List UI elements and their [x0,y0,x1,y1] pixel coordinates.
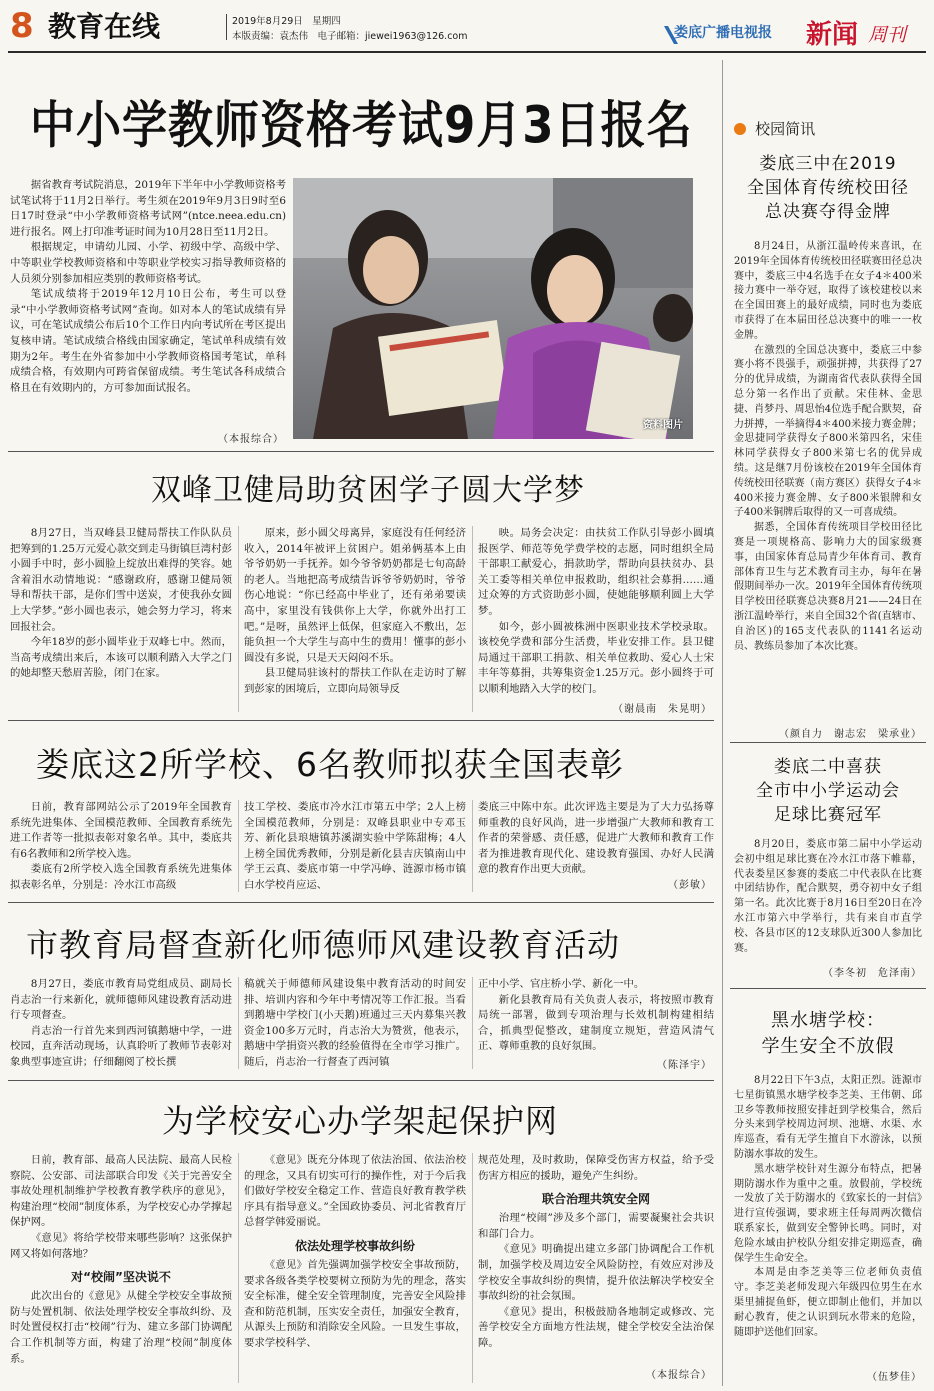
s3-title [730,1008,926,1060]
a4-sign: （陈泽宇） [657,1060,712,1071]
s3-para-2: 黑水塘学校针对生源分布特点，把暑期防溺水作为重中之重。放假前，学校统一发放了关于防溺水的《致家长的一封信》进行宣传强调，要求班主任每周两次微信联系家长，做到安全警钟长鸣。同时，对危险水域由护校队分组安排定期巡查，确保学生生命安全。 [734,1163,922,1264]
s1-body [734,240,922,722]
s2-para-1: 8月20日，娄底市第二届中小学运动会初中组足球比赛在冷水江市落下帷幕，代表娄星区参赛的娄底二中代表队在比赛中团结协作，配合默契，勇夺初中女子组第一名。此次比赛于8月16日至20日在冷水江市第六中学举行，共有来自市直学校、各县市区的12支球队近300人参加比赛。 [734,839,922,954]
a5-col1-para-3: 此次出台的《意见》从健全学校安全事故预防与处置机制、依法处理学校安全事故纠纷、及时处置侵权打击“校闹”行为、建立多部门协调配合工作机制等方面，构建了治理“校闹”制度体系。 [10,1290,232,1365]
page-number: 8 [10,6,34,46]
s1-para-2: 在激烈的全国总决赛中，娄底三中参赛小将不畏强手，顽强拼搏，共获得了27分的优异成绩，为湖南省代表队获得全国总分第一名作出了贡献。宋佳林、金思捷、肖梦丹、周思怡4位选手配合默契，奋力拼搏，一举摘得4＊400米接力赛金牌；金思捷同学获得女子800米第四名，宋佳林同学获得女子800米第七名的优异成绩。这是继7月份该校在2019年全国体育传统校田径联赛（南方赛区）获得女子4＊400米接力赛金牌、女子800米银牌和女子400米铜牌后取得的又一可喜成绩。 [734,344,922,519]
a5-col1-para-1: 日前，教育部、最高人民法院、最高人民检察院、公安部、司法部联合印发《关于完善安全事故处理机制维护学校教育教学秩序的意见》，构建治理“校闹”制度体系，为学校安心办学撑起保护网。 [10,1154,232,1229]
editor-info: 本版责编：袁杰伟 电子邮箱：jiewei1963@126.com [232,31,468,42]
s1-title-line-1: 娄底三中在2019 [759,154,897,174]
s2-title-line-1: 娄底二中喜获 [774,757,882,777]
a4-col3-para-1: 正中小学、官庄桥小学、新化一中。 [478,978,645,990]
orange-dot-icon [734,123,746,135]
a5-col-divider-2 [472,1153,473,1383]
a5-col3-para-4: 《意见》提出，积极鼓励各地制定或修改、完善学校安全方面地方性法规，健全学校安全法治保障。 [478,1305,714,1349]
a2-col3-para-2: 如今，彭小圆被株洲中医职业技术学校录取。该校免学费和部分生活费，毕业安排工作。县卫健局通过干部职工捐款、相关单位救助、爱心人士宋丰年等募捐，共筹集资金1.25万元。彭小圆终于可以顺利地踏入大学的校门。 [478,620,714,695]
a2-col2 [244,526,466,716]
a5-col3 [478,1153,714,1367]
a5-col-divider-1 [238,1153,239,1383]
a2-headline: 双峰卫健局助贫困学子圆大学梦 [151,473,585,508]
s2-title-line-2: 全市中小学运动会 [756,781,900,801]
a4-col1-para-1: 8月27日，娄底市教育局党组成员、副局长肖志治一行来新化，就师德师风建设教育活动进行专项督查。 [10,978,232,1022]
a4-headline: 市教育局督查新化师德师风建设教育活动 [26,926,621,964]
brand-news: 新闻 [806,20,859,50]
a5-subhead-2: 依法处理学校事故纠纷 [294,1238,415,1253]
a4-col3 [478,977,714,1057]
a2-col-divider-2 [472,526,473,712]
a3-col3-para-1: 娄底三中陈中东。此次评选主要是为了大力弘扬尊师重教的良好风尚，进一步增强广大教师和教育工作者的荣誉感、责任感，促进广大教师和教育工作者为推进教育现代化、建设教育强国、办好人民满意的教育作出更大贡献。 [478,801,714,876]
a3-col1-para-2: 娄底有2所学校入选全国教育系统先进集体拟表彰名单，分别是：冷水江市高级 [10,863,232,891]
a5-headline: 为学校安心办学架起保护网 [161,1102,558,1140]
a5-col1-para-2: 《意见》将给学校带来哪些影响？这张保护网又将如何落地？ [10,1231,232,1260]
photo-caption: 资料图片 [643,420,683,431]
lead-sign: （本报综合） [218,434,284,445]
s1-para-1: 8月24日，从浙江温岭传来喜讯，在2019年全国体育传统校田径联赛田径总决赛中，娄底三中4名选手在女子4＊400米接力赛中一举夺冠，取得了该校建校以来在全国田赛上的最好成绩，同时也为娄底市获得了在本届田径总决赛中的唯一一枚金牌。 [734,241,922,341]
a5-subhead-3: 联合治理共筑安全网 [541,1192,650,1207]
s1-sign: （颜自力 谢志宏 梁承业） [779,729,922,740]
a4-col-divider-2 [472,977,473,1069]
sidebar-rule-2 [730,988,926,989]
header-rule [8,51,926,53]
lead-headline: 中小学教师资格考试9月3日报名 [30,95,693,155]
a2-col2-para-1: 原来，彭小圆父母离异，家庭没有任何经济收入，2014年被评上贫困户。姐弟俩基本上由爷爷奶奶一手抚养。如今爷爷奶奶都是七旬高龄的老人。当地把高考成绩告诉爷爷奶奶时，爷爷伤心地说：“你已经高中毕业了，还有弟弟要读高中，家里没有钱供你上大学，你就外出打工吧。”是呀，虽然评上低保，但家庭入不敷出，怎能负担一个大学生与高中生的费用！懂事的彭小圆没有多说，只是天天闷闷不乐。 [244,527,466,664]
a5-col1 [10,1153,232,1385]
a2-col1-para-1: 8月27日，当双峰县卫健局帮扶工作队队员把筹到的1.25万元爱心款交到走马街镇巨湾村彭小圆手中时，彭小圆脸上绽放出难得的笑容。她含着泪水动情地说：“感谢政府，感谢卫健局领导和帮扶干部，是你们雪中送炭，才使我孙女圆上大学梦。”彭小圆也表示，她会努力学习，将来回报社会。 [10,527,232,633]
sidebar-section-label [734,118,815,136]
s1-title-line-3: 总决赛夺得金牌 [765,202,891,222]
a4-col3-para-2: 新化县教育局有关负责人表示，将按照市教育局统一部署，做到专项治理与长效机制构建相结合，抓典型促整改，建制度立规矩，营造风清气正、尊师重教的良好氛围。 [478,993,714,1053]
lead-para-3: 笔试成绩将于2019年12月10日公布，考生可以登录“中小学教师资格考试网”查询。如对本人的笔试成绩有异议，可在笔试成绩公布后10个工作日内向考试所在考区提出复核申请。笔试成绩合格线由国家确定，笔试单科成绩有效期为2年。考生在外省参加中小学教师资格国考笔试，单科成绩合格，有效期内可跨省保留成绩。考生笔试各科成绩合格且在有效期内的，方可参加面试报名。 [10,288,286,394]
a4-col-divider-1 [238,977,239,1069]
brand-banner [660,14,930,50]
sidebar-label-text: 校园简讯 [755,120,816,138]
a5-col3-para-2: 治理“校闹”涉及多个部门，需要凝聚社会共识和部门合力。 [478,1212,714,1240]
a5-col3-para-3: 《意见》明确提出建立多部门协调配合工作机制，加强学校及周边安全风险防控，有效应对涉及学校安全事故纠纷的舆情，提升依法解决学校安全事故纠纷的社会氛围。 [478,1243,714,1303]
issue-date: 2019年8月29日 星期四 [232,16,341,27]
header-divider [226,14,227,40]
a2-col1 [10,526,232,716]
lead-para-1: 据省教育考试院消息，2019年下半年中小学教师资格考试笔试将于11月2日举行。考生须在2019年9月3日9时至6日17时登录“中小学教师资格考试网”(ntce.neea.edu.cn)进行报名。网上打印准考证时间为10月28日至11月2日。 [10,179,286,238]
a4-col2 [244,977,466,1073]
a4-col2-para-1: 稿就关于师德师风建设集中教育活动的时间安排、培训内容和今年中考情况等工作汇报。当看到鹅塘中学校门(小天鹅)班通过三天内募集兴教资金100多万元时，肖志治大为赞赏，他表示，鹅塘中学捐资兴教的经验值得在全市学习推广。随后，肖志治一行督查了西河镇 [244,978,466,1068]
s1-title-line-2: 全国体育传统校田径 [747,178,909,198]
sidebar-rule-1 [730,742,926,743]
lead-body [10,178,286,446]
s3-sign: （伍梦佳） [867,1372,922,1383]
s1-para-3: 据悉，全国体育传统项目学校田径比赛是一项规格高、影响力大的国家级赛事，由国家体育总局青少年体育司、教育部体育卫生与艺术教育司主办，每年在暑假期间举办一次。2019年全国体育传统项目学校田径联赛总决赛8月21——24日在浙江温岭举行，来自全国32个省(直辖市、自治区)的165支代表队的1141名运动员、教练员参加了本次比赛。 [734,522,922,652]
rule-3 [8,902,714,903]
a3-sign: （彭敏） [668,880,712,891]
s2-title [730,755,926,827]
a5-col2-para-1: 《意见》既充分体现了依法治国、依法治校的理念，又具有切实可行的操作性，对于今后我们做好学校安全稳定工作、营造良好教育教学秩序具有指导意义。”全国政协委员、河北省教育厅总督学韩爱丽说。 [244,1154,466,1229]
a4-col1 [10,977,232,1073]
s2-body [734,838,922,962]
s2-sign: （李冬初 危泽南） [823,968,922,979]
a2-col3-para-1: 映。局务会决定：由扶贫工作队引导彭小圆填报医学、师范等免学费学校的志愿，同时组织全局干部职工献爱心，捐款助学，帮助向县扶贫办、县关工委等相关单位申报救助，组织社会募捐……通过众筹的方式资助彭小圆，使她能够顺利圆上大学梦。 [478,527,714,617]
a3-col2 [244,800,466,896]
a5-sign: （本报综合） [646,1370,712,1381]
rule-1 [8,451,714,452]
a5-col2 [244,1153,466,1385]
a3-col1-para-1: 日前，教育部网站公示了2019年全国教育系统先进集体、全国模范教师、全国教育系统先进工作者等一批拟表彰对象名单。其中，娄底共有6名教师和2所学校入选。 [10,801,232,860]
a4-col1-para-2: 肖志治一行首先来到西河镇鹅塘中学，一进校园，直奔活动现场，认真聆听了教师节表彰对象典型事迹宣讲；仔细翻阅了校长撰 [10,1024,232,1068]
a3-col1 [10,800,232,896]
lead-para-2: 根据规定，申请幼儿园、小学、初级中学、高级中学、中等职业学校教师资格和中等职业学校实习指导教师资格的人员须分别参加相应类别的教师资格考试。 [10,241,286,285]
a2-col1-para-2: 今年18岁的彭小圆毕业于双峰七中。然而，当高考成绩出来后，本该可以顺利踏入大学之门的她却整天愁眉苦脸，闭门在家。 [10,636,232,680]
a3-col-divider-1 [238,800,239,892]
brand-weekly: 周刊 [868,24,907,46]
a2-col-divider-1 [238,526,239,712]
students-photo [293,178,693,439]
a2-col2-para-2: 县卫健局驻该村的帮扶工作队在走访时了解到彭家的困境后，立即向局领导反 [244,667,466,695]
s3-title-line-1: 黑水塘学校： [771,1010,885,1031]
a3-col-divider-2 [472,800,473,892]
a5-subhead-1: 对“校闹”坚决说不 [71,1270,171,1285]
a5-col2-para-2: 《意见》首先强调加强学校安全事故预防，要求各级各类学校要树立预防为先的理念，落实安全标准，健全安全管理制度，完善安全风险排查和防范机制，压实安全责任，加强安全教育，从源头上预防和消除安全风险。一旦发生事故，要求学校科学、 [244,1258,466,1349]
section-title: 教育在线 [48,10,161,43]
a5-col3-para-1: 规范处理，及时救助，保障受伤害方权益，给予受伤害方相应的援助，避免产生纠纷。 [478,1154,714,1182]
a3-col2-para-1: 技工学校、娄底市冷水江市第五中学；2人上榜全国模范教师，分别是：双峰县职业中专邓玉芳、新化县琅塘镇苏溪湖实验中学陈甜梅；4人上榜全国优秀教师，分别是新化县吉庆镇南山中学王云真、娄底市第一中学冯峥、涟源市杨市镇白水学校肖应运、 [244,801,466,891]
a2-col3 [478,526,714,700]
a3-headline: 娄底这2所学校、6名教师拟获全国表彰 [36,745,624,784]
rule-4 [8,1080,714,1081]
s3-para-3: 本周是由李芝美等三位老师负责值守。李芝美老师发现六年级四位男生在水渠里捕捉鱼虾，便立即制止他们，并加以耐心教育，使之认识到玩水带来的危险，随即护送他们回家。 [734,1267,922,1338]
s3-para-1: 8月22日下午3点，太阳正烈。涟源市七星街镇黑水塘学校李芝美、王伟朝、邱卫乡等教师按照安排赶到学校集合，然后分头来到学校周边河坝、池塘、水渠、水库巡查，看有无学生擅自下水游泳，以预防溺水事故的发生。 [734,1075,922,1160]
s3-title-line-2: 学生安全不放假 [761,1036,895,1057]
a3-col3 [478,800,714,880]
photo-illustration [293,178,693,439]
a2-sign: （谢晨南 朱晃明） [613,704,712,715]
brand-station: 娄底广播电视报 [674,25,772,41]
s3-body [734,1074,922,1364]
rule-2 [8,720,714,721]
s2-title-line-3: 足球比赛冠军 [774,805,882,825]
s1-title [730,152,926,224]
sidebar-divider [722,60,723,1386]
